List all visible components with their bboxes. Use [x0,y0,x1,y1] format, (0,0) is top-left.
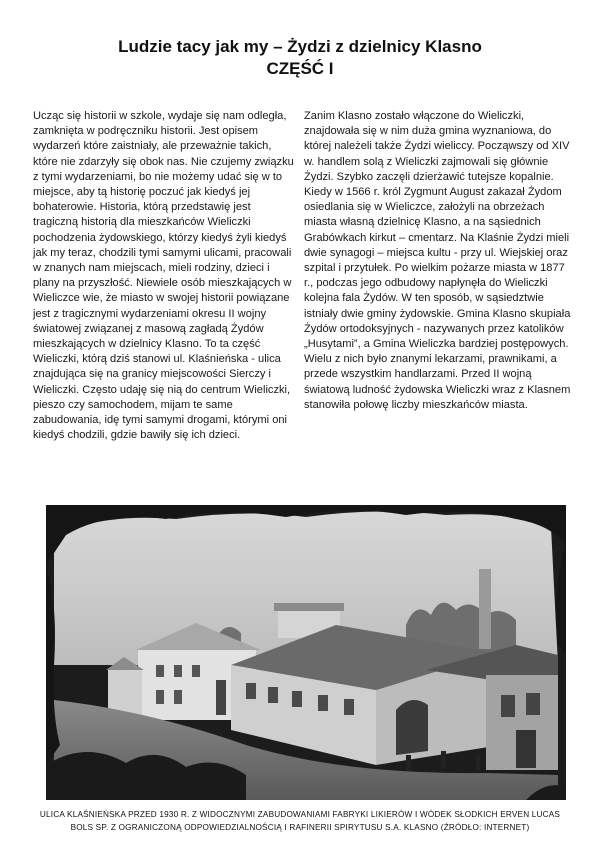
article-right-column: Zanim Klasno zostało włączone do Wieliczki, znajdowała się w nim duża gmina wyznaniowa, do której należeli także Żydzi wieliccy. Począwszy od XIV w. handlem solą z Wieliczki zajmowali się głównie Żydzi. Szybko zaczęli dzierżawić tutejsze kopalnie. Kiedy w 1566 r. król Zygmunt August zakazał Żydom osiedlania się w Wieliczce, założyli na obrzeżach miasta własną dzielnicę Klasno, a na sąsiednich Grabówkach kirkut – cmentarz. Na Klaśnie Żydzi mieli dwie synagogi – miejsca kultu - przy ul. Wiejskiej oraz szpital i przytułek. Po wielkim pożarze miasta w 1877 r., podczas jego odbudowy napłynęła do Wieliczki kolejna fala Żydów. W ten sposób, w sąsiedztwie istniały dwie gminy żydowskie. Gmina Klasno skupiała Żydów ortodoksyjnych - nazywanych przez katolików „Husytami”, a Gmina Wieliczka bardziej postępowych. Wielu z nich było znanymi lekarzami, prawnikami, a przede wszystkim handlarzami. Przed II wojną światową ludność żydowska Wieliczki wraz z Klasnem stanowiła połowę liczby mieszkańców miasta. [304,110,571,411]
title-line-1: Ludzie tacy jak my – Żydzi z dzielnicy Klasno [118,37,482,56]
page-title [0,36,600,80]
article-left-column: Ucząc się historii w szkole, wydaje się nam odległa, zamknięta w podręczniku historii. Jest opisem wydarzeń które zaistniały, ale przeważnie takich, które nie zdarzyły się obok nas. Nie czujemy związku z tymi wydarzeniami, bo nie możemy udać się w to miejsce, aby tą historię poczuć jak kiedyś jej bohaterowie. Historia, którą przedstawię jest tragiczną historią dla mieszkańców Wieliczki pochodzenia żydowskiego, którzy kiedyś żyli kiedyś jak my teraz, chodzili tymi samymi ulicami, pracowali w znanych nam miejscach, mieli rodziny, dzieci i plany na przyszłość. Niewiele osób mieszkających w Wieliczce wie, że miasto w swojej historii powiązane jest z tragicznymi wydarzeniami okresu II wojny światowej związanej z masową zagładą Żydów mieszkających w dzielnicy Klasno. To ta część Wieliczki, którą dziś stanowi ul. Klaśnieńska - ulica znajdująca się na granicy miejscowości Sierczy i Wieliczki. Często udaję się nią do centrum Wieliczki, pieszo czy samochodem, mijam te same zabudowania, idę tymi samymi drogami, którymi oni kiedyś chodzili, gdzie bawiły się ich dzieci. [33,110,294,442]
photo-caption: ULICA KLAŚNIEŃSKA PRZED 1930 R. Z WIDOCZNYMI ZABUDOWANIAMI FABRYKI LIKIERÓW I WÓDEK SŁODKICH ERVEN LUCAS BOLS SP. Z OGRANICZONĄ ODPOWIEDZIALNOŚCIĄ I RAFINERII SPIRYTUSU S.A. KLASNO (ŹRÓDŁO: INTERNET) [39,810,561,832]
historical-photo [46,505,566,800]
street-scene-illustration [46,505,566,800]
title-line-2: CZĘŚĆ I [266,59,334,78]
